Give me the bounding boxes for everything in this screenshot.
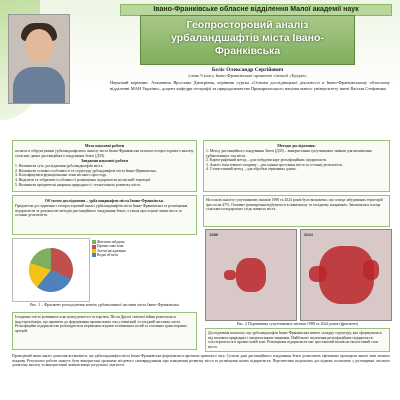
legend-item [92, 253, 150, 257]
satellite-map-2024 [300, 229, 392, 321]
tasks-text: 1. Визначити суть дослідження урбаландшафтів міста. 2. Визначити основні особливості та структуру урбандшафтів міста Івано-Франківська. 3. Класифікувати функціональні зони міського простору. 4. Виділити та зобразити особливості розміщення підприємств на міській території. 5. Визначити пріоритетні напрями природного і техногенного розвитку міста. [15, 164, 157, 187]
legend-swatch [92, 253, 96, 257]
poster-title [140, 15, 355, 65]
urban-area [309, 266, 327, 282]
map-year-label: 1988 [209, 232, 218, 237]
author-photo [8, 14, 70, 104]
history-text: Історично місто розвивалося як центр ремесел та торгівлі. Після Другої світової війни розпочалася індустріалізація, що призвело до формування промислових зон у північній та західній частинах міста. Рельєфаційні підприємства розміщуються переважно вздовж залізничних колій та головних транспортних артерій. [15, 315, 188, 333]
conclusion-panel [205, 328, 390, 352]
object-text: Предметом дослідження є геопросторовий аналіз урбаландшафтів міста Івано-Франківська та розміщення підприємств за допомогою методів дистанційного зондування Землі, а також просторові зміни міста за останні десятиліття. [15, 204, 188, 218]
legend-swatch [92, 240, 96, 244]
title-line-2: урбаландшафтів міста Івано- [171, 32, 324, 44]
conclusion-text: Дослідження показало, що урбаландшафти Івано-Франківська мають складну структуру, яка сформувалася під впливом природних і антропогенних чинників. Найбільше скупчення рельєфаційних підприємств спостерігається в промисловій зоні. Розміщення підприємств має зростаючий вплив на екологічний стан міста. [208, 331, 382, 349]
supervisor-text: Науковий керівник: Атаманюк Ярослава Дмитрівна, керівник гуртка «Основи дослідницької діяльності в Івано-Франківському обласному відділенні МАН України», доцент кафедри географії та природознавства Прикарпатського національного університету імені Василя Стефаника [110, 80, 390, 91]
legend-swatch [92, 249, 96, 253]
chart-legend [92, 240, 150, 258]
object-heading: Об'єктом дослідження – урбаландшафти міста Івано-Франківськ. [44, 198, 165, 203]
goal-panel [12, 140, 197, 192]
map-year-label: 2024 [304, 232, 313, 237]
satellite-map-1988 [205, 229, 297, 321]
chart-svg [13, 239, 89, 301]
legend-label: Промислова зона [97, 244, 124, 249]
urban-area [363, 260, 379, 280]
author-name: Беліс Олександр Сергійович [211, 67, 284, 73]
author-student: учень 9 класу Івано-Франківської приватної гімназії «Ерідан» [188, 73, 307, 78]
tasks-heading: Завдання наукової роботи [81, 158, 128, 164]
legend-label: Житлова забудова [97, 240, 125, 244]
title-line-1: Геопросторовий аналіз [186, 19, 309, 31]
page-header: Івано-Франківське обласне відділення Малої академії наук [120, 4, 392, 16]
analysis-panel [203, 195, 390, 227]
chart-caption: Рис. 1 – Фрагмент розподілення земель урбанізованої частини міста Івано-Франківська [30, 302, 179, 307]
goal-text: полягає в обґрунтуванні урбаландшафтного аналізу міста Івано-Франківська шляхом геопросторового аналізу, сучасних даних дистанційного зондування Землі (ДЗЗ). [15, 149, 194, 158]
legend-label: Водні об'єкти [97, 253, 118, 258]
legend-label: Зелені насадження [97, 248, 126, 253]
goal-heading: Мета наукової роботи [84, 143, 125, 148]
photo-face [25, 29, 53, 63]
legend-swatch [92, 245, 96, 249]
title-line-3: Франківська [214, 45, 281, 57]
landuse-chart [12, 238, 90, 302]
object-panel [12, 195, 197, 235]
footer-text: Проведений нами аналіз дозволив встановити, що урбаландшафти міста Івано-Франківська формувалися протягом тривалого часу. Сучасні дані дистанційного зондування Землі дозволяють ефективно проводити аналіз змін земного покриву. Результати роботи можуть бути використані органами місцевого самоврядування при плануванні розвитку міста та розміщенні нових підприємств. Перспективи подальших досліджень полягають у розширенні часового діапазону аналізу та використанні знімків вищої роздільної здатності. [12, 354, 390, 368]
urban-area [224, 270, 236, 280]
methods-panel [203, 140, 390, 192]
methods-text: 1. Метод дистанційного зондування Землі (ДЗЗ) – використання супутникових знімків для визначення урбанізованих зон міста. 2. Картографічний метод – для побудови карт рельєфаційних підприємств. 3. Аналіз змін земного покриву – для оцінки зростання міста за останні десятиліття. 4. Статистичний метод – для обробки отриманих даних. [206, 149, 372, 172]
methods-heading: Методи дослідження: [277, 143, 316, 148]
map-caption: Рис. 2 Порівняння супутникових знімків 1988 та 2024 років (фрагмент) [236, 321, 359, 326]
analysis-text: На основі аналізу супутникових знімків 1988 та 2024 років було визначено, що площа забудованих територій зросла на 47%. Основне розширення відбувалося в північному та західному напрямках. Зменшилася площа сільськогосподарських угідь навколо міста. [206, 198, 383, 212]
history-panel [12, 312, 197, 350]
photo-shirt [13, 67, 65, 104]
urban-area [236, 258, 266, 292]
